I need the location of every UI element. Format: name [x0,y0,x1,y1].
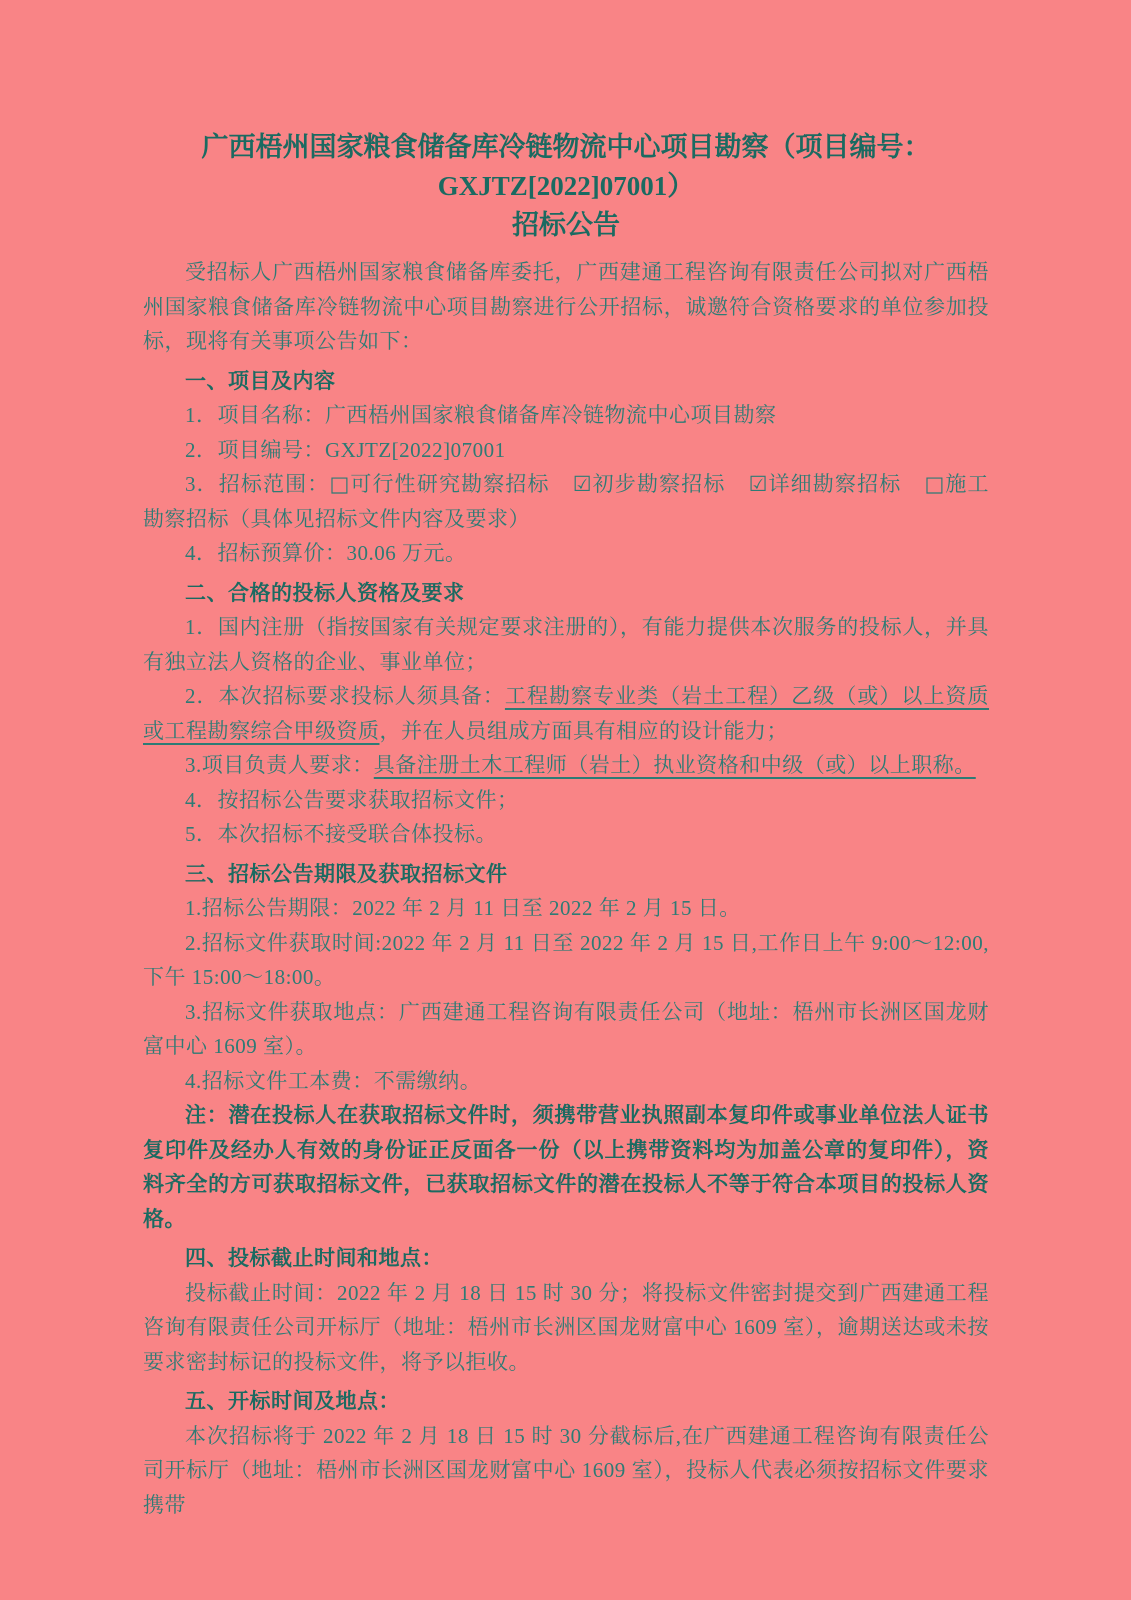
title-line-3: 招标公告 [512,210,620,240]
checkbox-option-label: 详细勘察招标 [767,472,902,496]
section5-paragraph: 本次招标将于 2022 年 2 月 18 日 15 时 30 分截标后,在广西建通工程咨询有限责任公司开标厅（地址：梧州市长洲区国龙财富中心 1609 室），投标人代表必须按招标文件要求携带 [143,1423,989,1517]
checkbox-unchecked-icon: □ [329,472,351,496]
qualification-prefix: 2．本次招标要求投标人须具备： [185,684,505,708]
section2-item-1: 1．国内注册（指按国家有关规定要求注册的），有能力提供本次服务的投标人，并具有独立法人资格的企业、事业单位； [143,615,989,674]
scope-suffix: （具体见招标文件内容及要求） [229,506,530,531]
section1-heading: 一、项目及内容 [185,368,336,393]
checkbox-checked-icon: ☑ [748,472,768,496]
title-line-1: 广西梧州国家粮食储备库冷链物流中心项目勘察（项目编号： [201,132,931,162]
qualification-underlined-text: 工程勘察专业类（岩土工程）乙级（或）以上资质或工程勘察综合甲级资质 [143,684,990,743]
project-leader-underlined-text: 具备注册土木工程师（岩土）执业资格和中级（或）以上职称。 [373,753,976,777]
section2-item-3 [143,748,989,783]
checkbox-option-preliminary [573,472,726,496]
section2-item-4: 4．按招标公告要求获取招标文件； [185,787,519,812]
section5-heading: 五、开标时间及地点： [185,1389,400,1413]
section4-heading: 四、投标截止时间和地点： [185,1246,443,1270]
title-line-2: GXJTZ[2022]07001） [437,171,695,201]
qualification-suffix: ，并在人员组成方面具有相应的设计能力； [379,718,788,743]
section3-item-1: 1.招标公告期限：2022 年 2 月 11 日至 2022 年 2 月 15 日。 [185,896,741,920]
section1-item-2: 2．项目编号：GXJTZ[2022]07001 [185,437,506,462]
checkbox-checked-icon: ☑ [572,472,593,496]
checkbox-option-label: 可行性研究勘察招标 [350,472,550,496]
section2-heading: 二、合格的投标人资格及要求 [185,580,465,605]
section3-item-4: 4.招标文件工本费：不需缴纳。 [185,1068,482,1093]
checkbox-unchecked-icon: □ [924,472,946,496]
checkbox-option-feasibility [329,472,549,496]
note-paragraph: 注：潜在投标人在获取招标文件时，须携带营业执照副本复印件或事业单位法人证书复印件及经办人有效的身份证正反面各一份（以上携带资料均为加盖公章的复印件），资料齐全的方可获取招标文件，已获取招标文件的潜在投标人不等于符合本项目的投标人资格。 [143,1103,989,1231]
section4-paragraph: 投标截止时间：2022 年 2 月 18 日 15 时 30 分；将投标文件密封提交到广西建通工程咨询有限责任公司开标厅（地址：梧州市长洲区国龙财富中心 1609 室），逾期送达或未按要求密封标记的投标文件，将予以拒收。 [143,1280,989,1374]
checkbox-option-label: 施工勘察招标 [143,472,990,531]
scope-label: 3．招标范围： [185,472,330,496]
section2-item-5: 5．本次招标不接受联合体投标。 [185,822,497,846]
section1-item-1: 1．项目名称：广西梧州国家粮食储备库冷链物流中心项目勘察 [185,403,777,427]
section3-item-3: 3.招标文件获取地点：广西建通工程咨询有限责任公司（地址：梧州市长洲区国龙财富中心 1609 室）。 [143,999,989,1058]
document-content [143,128,989,1522]
checkbox-option-detailed [749,472,902,496]
section3-heading: 三、招标公告期限及获取招标文件 [185,861,508,886]
section2-item-2 [143,679,989,748]
section1-item-3 [143,467,989,536]
project-leader-prefix: 3.项目负责人要求： [185,753,374,777]
section1-item-4: 4．招标预算价：30.06 万元。 [185,541,467,565]
document-title [143,128,989,245]
section3-item-2: 2.招标文件获取时间:2022 年 2 月 11 日至 2022 年 2 月 15 日,工作日上午 9:00～12:00,下午 15:00～18:00。 [143,930,989,989]
checkbox-option-label: 初步勘察招标 [592,472,726,496]
intro-paragraph: 受招标人广西梧州国家粮食储备库委托，广西建通工程咨询有限责任公司拟对广西梧州国家粮食储备库冷链物流中心项目勘察进行公开招标，诚邀符合资格要求的单位参加投标，现将有关事项公告如下： [143,260,989,353]
